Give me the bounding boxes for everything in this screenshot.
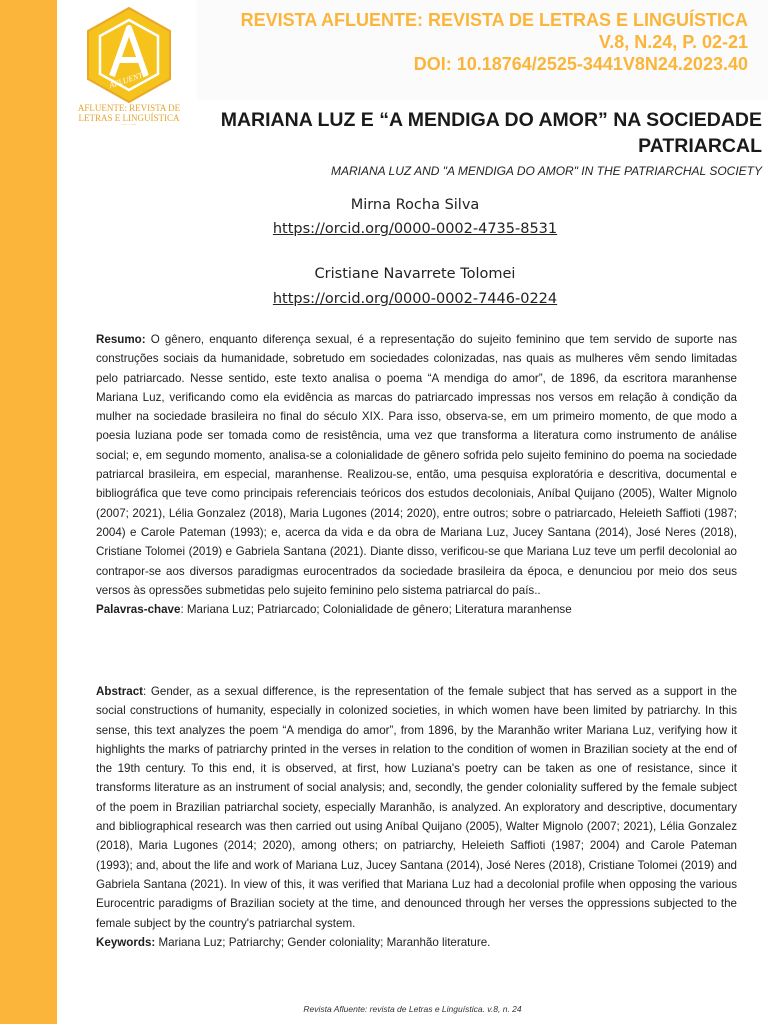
keywords [96,933,737,952]
orcid-link-2[interactable]: https://orcid.org/0000-0002-7446-0224 [272,291,558,307]
resumo-label: Resumo: [96,333,146,346]
journal-volume: V.8, N.24, P. 02-21 [598,32,748,52]
resumo-text: O gênero, enquanto diferença sexual, é a representação do sujeito feminino que tem servido de suporte nas construções sociais da humanidade, sobretudo em sociedades colonizadas, nas quais as mulheres vêm sendo limitadas pelo patriarcado. Nesse sentido, este texto analisa o poema “A mendiga do amor”, de 1896, da escritora maranhense Mariana Luz, verificando como ela evidência as marcas do patriarcado impressas nos versos em relação à condição da mulher na sociedade brasileira no final do século XIX. Para isso, observa-se, em um primeiro momento, de que modo a poesia luziana pode ser tomada como de resistência, uma vez que transforma a literatura como instrumento de análise social; e, em segundo momento, analisa-se a colonialidade de gênero sofrida pelo sujeito feminino do poema na sociedade patriarcal brasileira, em especial, maranhense. Realizou-se, então, uma pesquisa exploratória e descritiva, documental e bibliográfica que teve como principais referenciais teóricos dos estudos decoloniais, Aníbal Quijano (2005), Walter Mignolo (2007; 2021), Lélia Gonzalez (2018), Maria Lugones (2014; 2020), entre outros; sobre o patriarcado, Heleieth Saffioti (1987; 2004) e Carole Pateman (1993); e, acerca da vida e da obra de Mariana Luz, Jucey Santana (2014), José Neres (2018), Cristiane Tolomei (2019) e Gabriela Santana (2021). Diante disso, verificou-se que Mariana Luz teve um perfil decolonial ao contrapor-se aos diversos paradigmas eurocentrados da sociedade brasileira da época, e denunciou por meio dos seus versos às opressões submetidas pelo sujeito feminino pelo sistema patriarcal do país.. [96,333,737,597]
keywords-text: Mariana Luz; Patriarchy; Gender coloniality; Maranhão literature. [155,935,491,949]
resumo-section [96,330,737,619]
journal-doi: DOI: 10.18764/2525-3441V8N24.2023.40 [413,54,748,74]
page-footer: Revista Afluente: revista de Letras e Linguística. v.8, n. 24 [303,1004,522,1014]
palavras-chave-label: Palavras-chave [96,603,181,617]
article-subtitle: MARIANA LUZ AND "A MENDIGA DO AMOR" IN THE PATRIARCHAL SOCIETY [330,164,762,178]
journal-header [241,9,748,75]
logo-caption-line1: AFLUENTE: REVISTA DE [77,103,181,113]
article-title: MARIANA LUZ E “A MENDIGA DO AMOR” NA SOCIEDADE PATRIARCAL [220,109,762,157]
logo-caption-line2: LETRAS E LINGUÍSTICA [78,113,180,123]
logo-caption [74,103,184,129]
palavras-chave-text: : Mariana Luz; Patriarcado; Colonialidade de gênero; Literatura maranhense [180,603,572,617]
orcid-link-1[interactable]: https://orcid.org/0000-0002-4735-8531 [272,221,558,237]
abstract-paragraph [96,682,737,933]
keywords-label: Keywords: [96,935,156,949]
abstract-section [96,682,737,952]
abstract-text: : Gender, as a sexual difference, is the representation of the female subject that has served as a support in the social constructions of humanity, especially in colonized societies, in which women have been limited by patriarchy. In this sense, this text analyzes the poem “A mendiga do amor”, from 1896, by the Maranhão writer Mariana Luz, verifying how it highlights the marks of patriarchy printed in the verses in relation to the condition of women in Brazilian society at the end of the 19th century. To this end, it is observed, at first, how Luziana's poetry can be taken as one of resistance, since it transforms literature as an instrument of social analysis; and, secondly, the gender coloniality suffered by the female subject of the poem in Brazilian patriarchal society, especially Maranhão, is analyzed. An exploratory and descriptive, documentary and bibliographical research was then carried out using Aníbal Quijano (2005), Walter Mignolo (2007; 2021), Lélia Gonzalez (2018), Maria Lugones (2014; 2020), among others; on patriarchy, Heleieth Saffioti (1987; 2004) and Carole Pateman (1993); and, about the life and work of Mariana Luz, Jucey Santana (2014), José Neres (2018), Cristiane Tolomei (2019) and Gabriela Santana (2021). In view of this, it was verified that Mariana Luz had a decolonial profile when opposing the various Eurocentric paradigms of Brazilian society at the time, and denounced through her verses the oppressions subjected to the female subject by the country's patriarchal system. [96,685,737,930]
left-accent-bar [0,0,57,1024]
palavras-chave [96,600,737,619]
author-name-2: Cristiane Navarrete Tolomei [314,266,516,282]
author-orcid-2[interactable] [140,291,690,307]
logo-emblem-text: AFLUENTE [108,69,149,91]
resumo-paragraph [96,330,737,600]
author-orcid-1[interactable] [140,221,690,237]
author-name-1: Mirna Rocha Silva [350,197,480,213]
journal-name: REVISTA AFLUENTE: REVISTA DE LETRAS E LINGUÍSTICA [240,10,748,30]
logo-tagline: — · — [121,123,137,128]
abstract-label: Abstract [96,685,144,698]
